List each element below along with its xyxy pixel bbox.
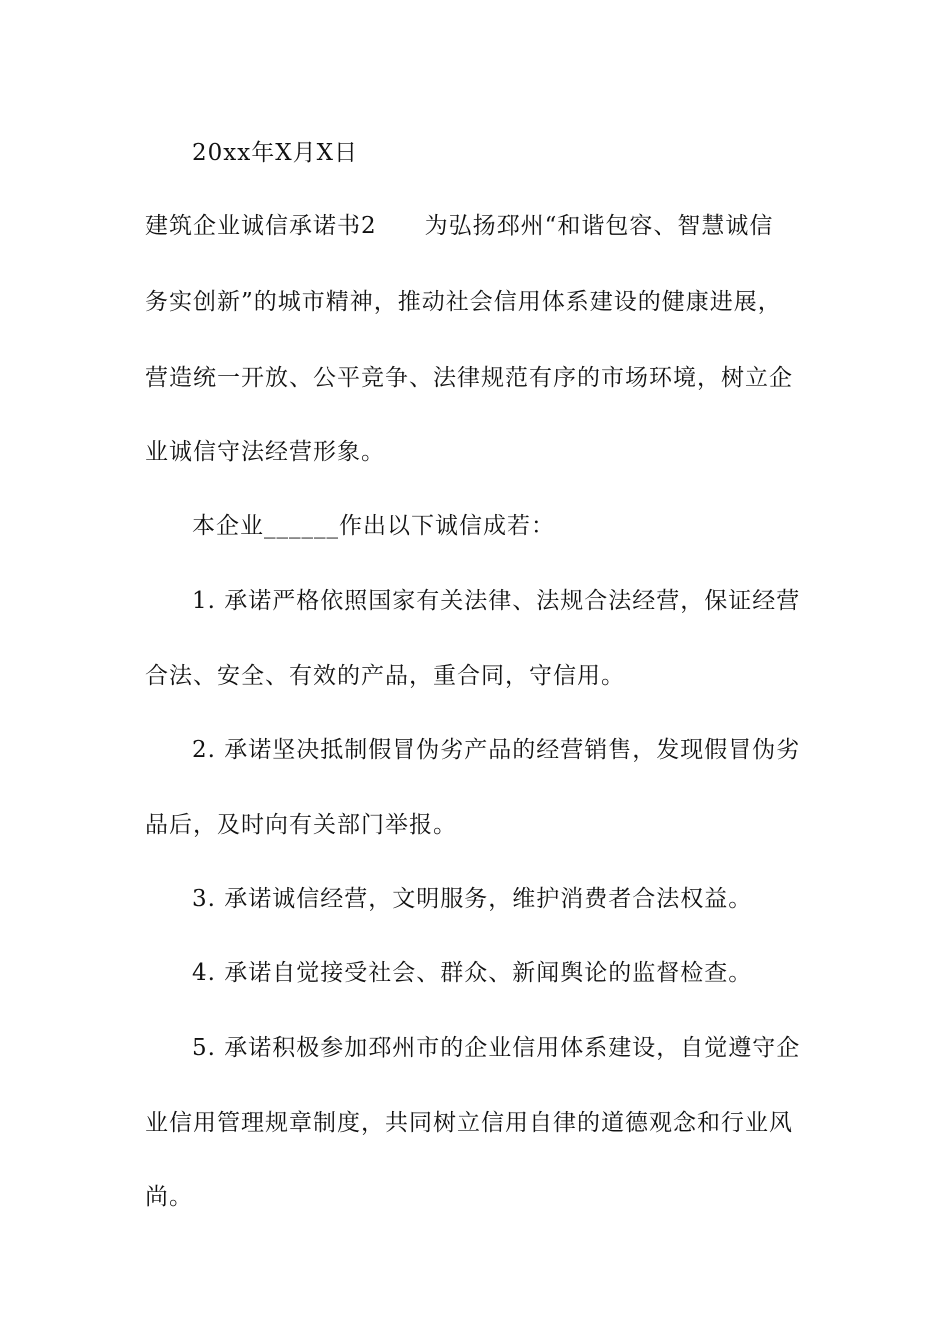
date-line: 20xx年X月X日: [192, 140, 358, 166]
list-item-line: 业信用管理规章制度，共同树立信用自律的道德观念和行业风: [145, 1110, 793, 1136]
paragraph-line: 本企业______作出以下诚信成若：: [192, 513, 555, 539]
list-item-line: 3. 承诺诚信经营，文明服务，维护消费者合法权益。: [192, 886, 753, 912]
list-item-line: 尚。: [145, 1184, 193, 1210]
paragraph-line: 建筑企业诚信承诺书2 为弘扬邳州“和谐包容、智慧诚信: [145, 213, 774, 239]
paragraph-line: 营造统一开放、公平竞争、法律规范有序的市场环境，树立企: [145, 365, 793, 391]
paragraph-line: 务实创新”的城市精神，推动社会信用体系建设的健康进展，: [145, 289, 782, 315]
list-item-line: 品后，及时向有关部门举报。: [145, 812, 457, 838]
list-item-line: 5. 承诺积极参加邳州市的企业信用体系建设，自觉遵守企: [192, 1035, 801, 1061]
paragraph-line: 业诚信守法经营形象。: [145, 439, 385, 465]
list-item-line: 2. 承诺坚决抵制假冒伪劣产品的经营销售，发现假冒伪劣: [192, 737, 801, 763]
list-item-line: 合法、安全、有效的产品，重合同，守信用。: [145, 663, 625, 689]
list-item-line: 1. 承诺严格依照国家有关法律、法规合法经营，保证经营: [192, 588, 801, 614]
list-item-line: 4. 承诺自觉接受社会、群众、新闻舆论的监督检查。: [192, 960, 753, 986]
